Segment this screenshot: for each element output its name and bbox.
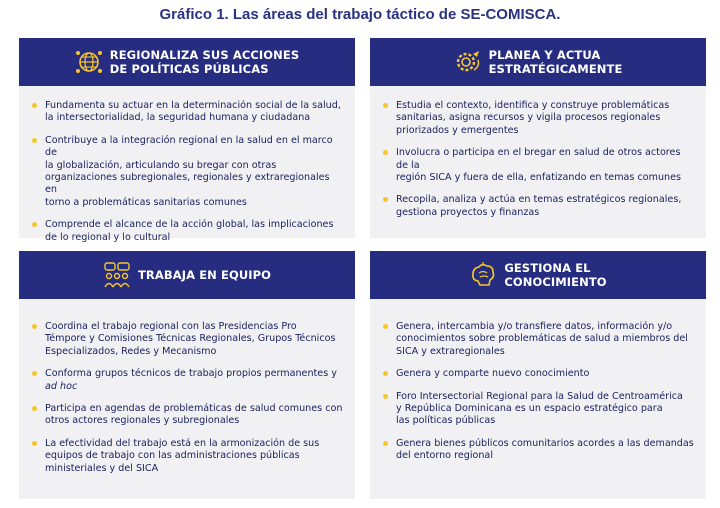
list-item: Comprende el alcance de la acción global, las implicaciones de lo regional y lo cultural xyxy=(31,219,343,244)
card-planea xyxy=(370,38,706,238)
card-heading: TRABAJA EN EQUIPO xyxy=(137,268,272,282)
list-item: Coordina el trabajo regional con las Presidencias Pro Témpore y Comisiones Técnicas Regionales, Grupos Técnicos Especializados, Redes y Mecanismo xyxy=(31,321,343,358)
gear-strategy-icon xyxy=(454,48,482,76)
bullet-list xyxy=(19,86,355,244)
card-regionaliza xyxy=(19,38,355,243)
team-chat-icon xyxy=(103,261,131,289)
list-item: Contribuye a la integración regional en la salud en el marco de la globalización, articulando su bregar con otras organizaciones subregionales, regionales y extraregionales en torno a problemáticas sanitarias comunes xyxy=(31,135,343,209)
globe-network-icon xyxy=(75,48,103,76)
list-item: Estudia el contexto, identifica y construye problemáticas sanitarias, asigna recursos y vigila procesos regionales priorizados y emergentes xyxy=(382,100,694,137)
card-header xyxy=(19,251,355,299)
list-item: Foro Intersectorial Regional para la Salud de Centroamérica y República Dominicana es un espacio estratégico para las políticas públicas xyxy=(382,391,694,428)
card-trabaja xyxy=(19,251,355,499)
list-item: Conforma grupos técnicos de trabajo propios permanentes y ad hoc xyxy=(31,368,343,393)
bullet-list xyxy=(370,86,706,219)
bullet-dot xyxy=(32,324,37,329)
card-heading: REGIONALIZA SUS ACCIONES DE POLÍTICAS PÚBLICAS xyxy=(109,48,300,76)
bullet-dot xyxy=(383,103,388,108)
bullet-dot xyxy=(383,441,388,446)
figure-title: Gráfico 1. Las áreas del trabajo táctico de SE-COMISCA. xyxy=(159,6,561,23)
bullet-dot xyxy=(383,197,388,202)
list-item: Genera y comparte nuevo conocimiento xyxy=(382,368,694,380)
bullet-dot xyxy=(32,138,37,143)
bullet-list xyxy=(19,299,355,475)
card-header xyxy=(370,38,706,86)
brain-knowledge-icon xyxy=(469,261,497,289)
list-item: Fundamenta su actuar en la determinación social de la salud, la intersectorialidad, la seguridad humana y ciudadana xyxy=(31,100,343,125)
list-item: Genera bienes públicos comunitarios acordes a las demandas del entorno regional xyxy=(382,438,694,463)
bullet-dot xyxy=(383,150,388,155)
bullet-list xyxy=(370,299,706,463)
bullet-dot xyxy=(32,222,37,227)
card-gestiona xyxy=(370,251,706,499)
card-header xyxy=(370,251,706,299)
list-item: Involucra o participa en el bregar en salud de otros actores de la región SICA y fuera de ella, enfatizando en temas comunes xyxy=(382,147,694,184)
bullet-dot xyxy=(32,406,37,411)
list-item: Participa en agendas de problemáticas de salud comunes con otros actores regionales y subregionales xyxy=(31,403,343,428)
bullet-dot xyxy=(32,441,37,446)
list-item: La efectividad del trabajo está en la armonización de sus equipos de trabajo con las administraciones públicas ministeriales y del SICA xyxy=(31,438,343,475)
bullet-dot xyxy=(383,324,388,329)
bullet-dot xyxy=(32,371,37,376)
card-header xyxy=(19,38,355,86)
bullet-dot xyxy=(383,394,388,399)
bullet-dot xyxy=(32,103,37,108)
bullet-dot xyxy=(383,371,388,376)
card-heading: GESTIONA EL CONOCIMIENTO xyxy=(504,261,607,289)
list-item: Genera, intercambia y/o transfiere datos, información y/o conocimientos sobre problemáticas de salud a miembros del SICA y extraregionales xyxy=(382,321,694,358)
card-heading: PLANEA Y ACTUA ESTRATÉGICAMENTE xyxy=(488,48,623,76)
list-item: Recopila, analiza y actúa en temas estratégicos regionales, gestiona proyectos y finanzas xyxy=(382,194,694,219)
